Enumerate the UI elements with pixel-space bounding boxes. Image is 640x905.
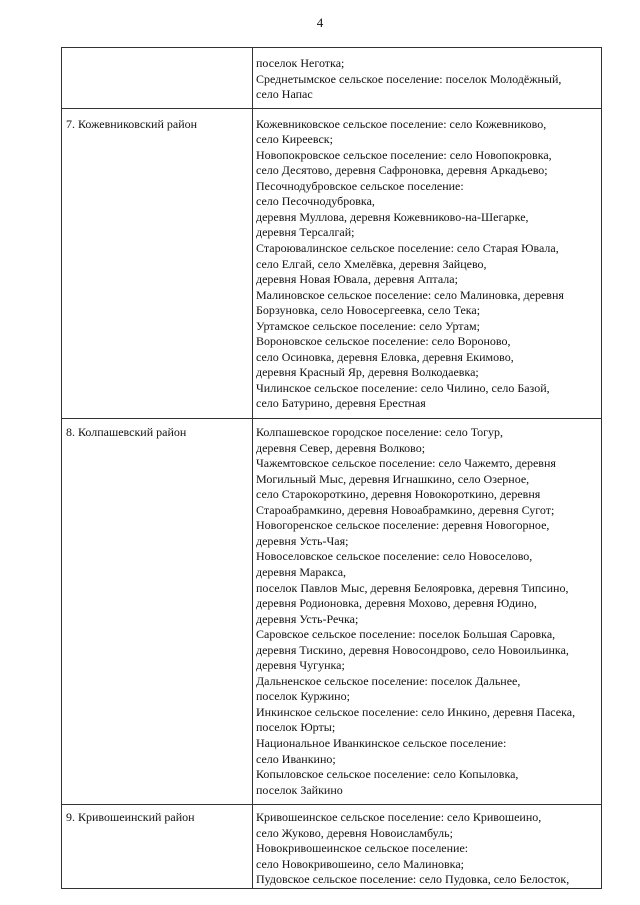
settlements-cell	[253, 805, 602, 889]
district-cell	[62, 805, 253, 889]
settlement-line: Кожевниковское сельское поселение: село Кожевниково,	[256, 116, 547, 131]
settlement-line: Вороновское сельское поселение: село Вороново,	[256, 334, 511, 349]
settlement-line: деревня Маракса,	[256, 564, 347, 579]
table-row	[62, 419, 602, 805]
district-cell	[62, 419, 253, 805]
districts-table	[61, 47, 602, 889]
settlement-line: поселок Зайкино	[256, 782, 343, 797]
page-number: 4	[316, 15, 324, 30]
settlement-line: деревня Тискино, деревня Новосондрово, село Новоильинка,	[256, 642, 569, 657]
settlement-line: село Десятово, деревня Сафроновка, деревня Аркадьево;	[256, 163, 548, 178]
settlements-cell	[253, 108, 602, 418]
settlement-line: деревня Усть-Чая;	[256, 533, 349, 548]
settlement-line: Среднетымское сельское поселение: поселок Молодёжный,	[256, 71, 562, 86]
settlement-line: деревня Красный Яр, деревня Волкодаевка;	[256, 365, 479, 380]
settlement-line: Новопокровское сельское поселение: село Новопокровка,	[256, 147, 552, 162]
settlement-line: деревня Новая Ювала, деревня Аптала;	[256, 272, 458, 287]
settlement-line: Новоселовское сельское поселение: село Новоселово,	[256, 549, 533, 564]
settlement-line: деревня Чугунка;	[256, 658, 345, 673]
table-row	[62, 805, 602, 889]
settlement-line: село Новокривошеино, село Малиновка;	[256, 856, 464, 871]
settlement-line: Пудовское сельское поселение: село Пудовка, село Белосток,	[256, 872, 570, 887]
settlement-line: Уртамское сельское поселение: село Уртам;	[256, 318, 480, 333]
settlements-cell	[253, 419, 602, 805]
settlement-line: село Напас	[256, 87, 313, 102]
settlement-line: Малиновское сельское поселение: село Малиновка, деревня	[256, 287, 564, 302]
settlement-line: село Елгай, село Хмелёвка, деревня Зайцево,	[256, 256, 487, 271]
settlement-line: Песочнодубровское сельское поселение:	[256, 178, 464, 193]
settlement-line: деревня Усть-Речка;	[256, 611, 359, 626]
settlement-line: деревня Родионовка, деревня Мохово, деревня Юдино,	[256, 596, 537, 611]
settlement-line: село Иванкино;	[256, 751, 336, 766]
settlement-line: Инкинское сельское поселение: село Инкино, деревня Пасека,	[256, 704, 576, 719]
settlement-line: Староабрамкино, деревня Новоабрамкино, деревня Сугот;	[256, 502, 555, 517]
settlement-line: село Осиновка, деревня Еловка, деревня Екимово,	[256, 349, 514, 364]
settlement-line: Дальненское сельское поселение: поселок Дальнее,	[256, 673, 521, 688]
settlement-line: Кривошеинское сельское поселение: село Кривошеино,	[256, 810, 542, 825]
table-body	[62, 48, 602, 889]
settlement-line: поселок Неготка;	[256, 56, 345, 70]
settlement-line: село Батурино, деревня Ерестная	[256, 396, 426, 411]
settlement-line: Чажемтовское сельское поселение: село Чажемто, деревня	[256, 456, 556, 471]
district-name: 9. Кривошеинский район	[66, 810, 195, 825]
settlement-line: село Старокороткино, деревня Новокороткино, деревня	[256, 487, 541, 502]
settlement-line: поселок Юрты;	[256, 720, 336, 735]
settlement-line: Копыловское сельское поселение: село Копыловка,	[256, 767, 519, 782]
settlement-line: Чилинское сельское поселение: село Чилино, село Базой,	[256, 380, 550, 395]
settlement-line: Колпашевское городское поселение: село Тогур,	[256, 425, 504, 440]
settlement-line: Могильный Мыс, деревня Игнашкино, село Озерное,	[256, 471, 530, 486]
district-name: 8. Колпашевский район	[66, 425, 187, 440]
settlement-line: село Киреевск;	[256, 132, 333, 147]
settlement-line: поселок Куржино;	[256, 689, 350, 704]
settlement-line: поселок Павлов Мыс, деревня Белояровка, деревня Типсино,	[256, 580, 569, 595]
settlement-line: село Песочнодубровка,	[256, 194, 375, 209]
settlement-line: деревня Север, деревня Волково;	[256, 440, 426, 455]
district-cell	[62, 48, 253, 109]
settlement-line: Национальное Иванкинское сельское поселение:	[256, 735, 507, 750]
settlement-line: Саровское сельское поселение: поселок Большая Саровка,	[256, 627, 556, 642]
settlement-line: село Жуково, деревня Новоисламбуль;	[256, 825, 453, 840]
settlement-line: Новогоренское сельское поселение: деревня Новогорное,	[256, 518, 550, 533]
settlements-cell	[253, 48, 602, 109]
table-row	[62, 108, 602, 418]
settlement-line: Староювалинское сельское поселение: село Старая Ювала,	[256, 241, 559, 256]
district-cell	[62, 108, 253, 418]
settlement-line: деревня Терсалгай;	[256, 225, 355, 240]
settlement-line: Новокривошеинское сельское поселение:	[256, 841, 469, 856]
settlement-line: Борзуновка, село Новосергеевка, село Тека;	[256, 303, 481, 318]
table-row	[62, 48, 602, 109]
settlement-line: деревня Муллова, деревня Кожевниково-на-Шегарке,	[256, 209, 529, 224]
district-name: 7. Кожевниковский район	[66, 116, 198, 131]
